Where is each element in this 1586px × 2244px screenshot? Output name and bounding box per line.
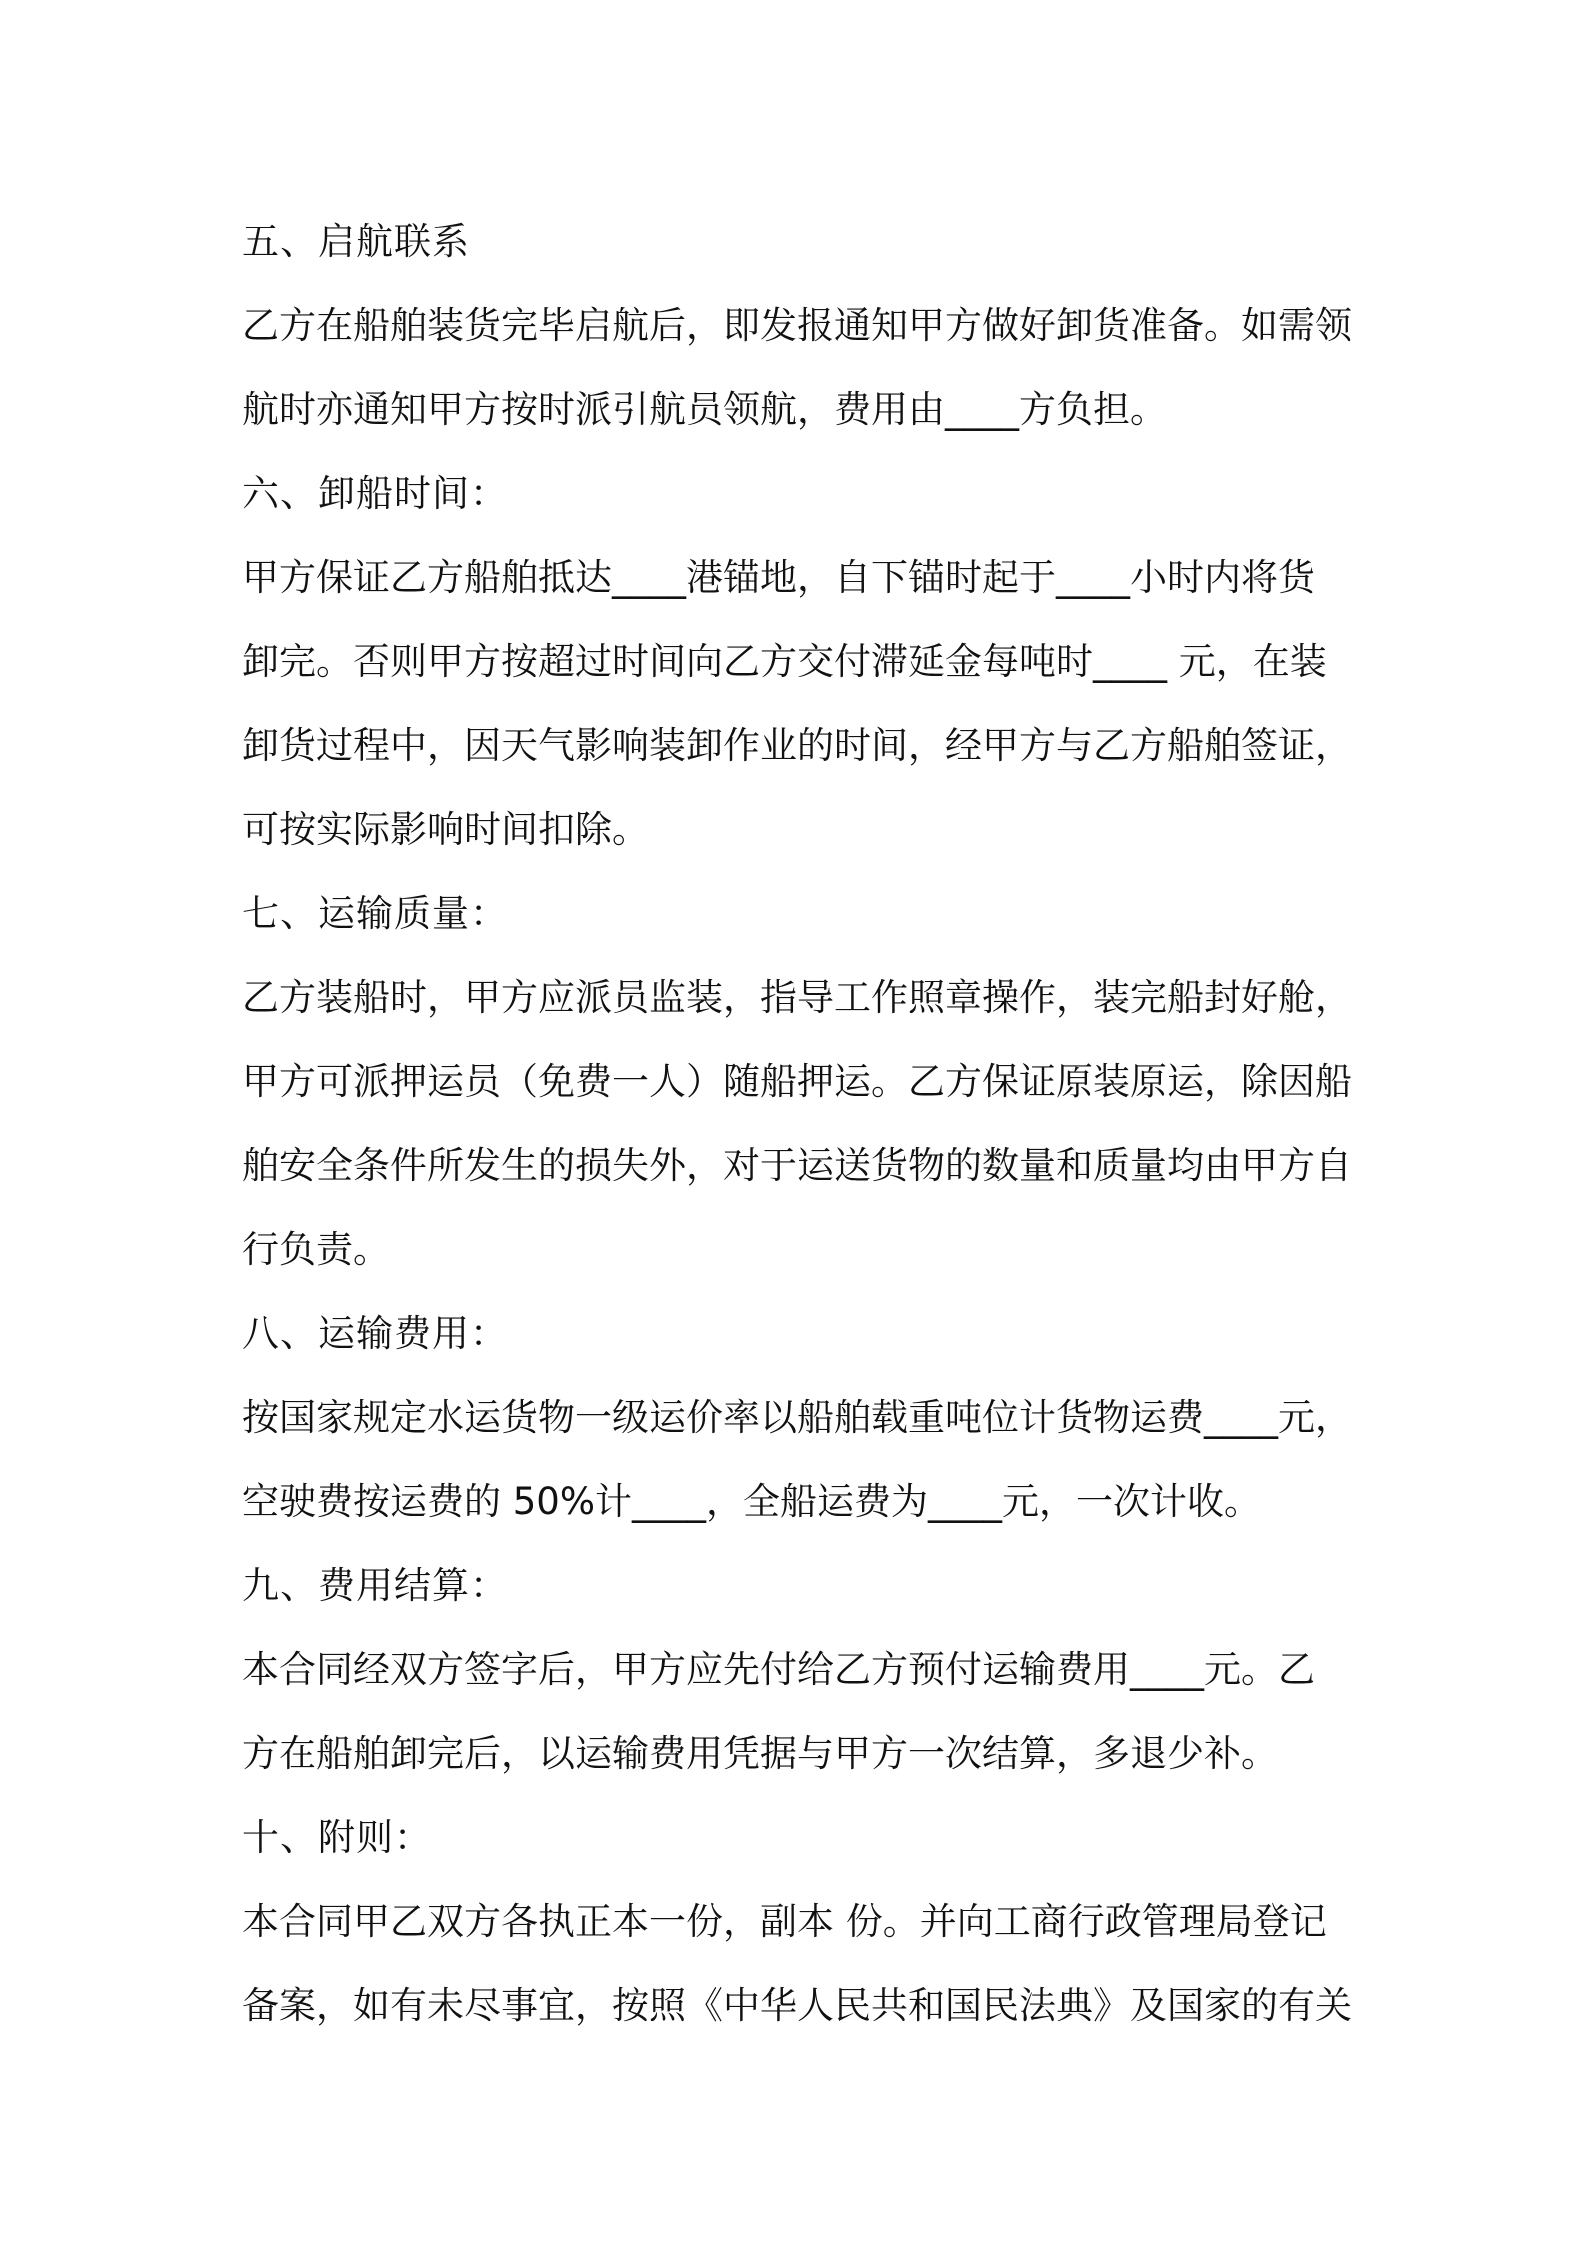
section-7-line-4: 行负责。 [242, 1228, 390, 1271]
section-7-line-2: 甲方可派押运员（免费一人）随船押运。乙方保证原装原运，除因船 [242, 1060, 1352, 1103]
section-6-line-3: 卸货过程中，因天气影响装卸作业的时间，经甲方与乙方船舶签证， [242, 724, 1352, 767]
section-heading-8: 八、运输费用： [242, 1312, 508, 1355]
section-9-line-1: 本合同经双方签字后，甲方应先付给乙方预付运输费用____元。乙 [242, 1648, 1315, 1691]
section-6-line-4: 可按实际影响时间扣除。 [242, 808, 649, 851]
section-heading-5: 五、启航联系 [242, 220, 470, 263]
section-5-line-2: 航时亦通知甲方按时派引航员领航，费用由____方负担。 [242, 388, 1167, 431]
section-9-line-2: 方在船舶卸完后，以运输费用凭据与甲方一次结算，多退少补。 [242, 1732, 1278, 1775]
section-10-line-2: 备案，如有未尽事宜，按照《中华人民共和国民法典》及国家的有关 [242, 1984, 1352, 2027]
section-heading-9: 九、费用结算： [242, 1564, 508, 1607]
section-7-line-3: 舶安全条件所发生的损失外，对于运送货物的数量和质量均由甲方自 [242, 1144, 1352, 1187]
section-heading-6: 六、卸船时间： [242, 472, 508, 515]
section-6-line-1: 甲方保证乙方船舶抵达____港锚地，自下锚时起于____小时内将货 [242, 556, 1315, 599]
contract-body [242, 200, 1354, 2048]
section-8-line-1: 按国家规定水运货物一级运价率以船舶载重吨位计货物运费____元， [242, 1396, 1352, 1439]
section-heading-7: 七、运输质量： [242, 892, 508, 935]
section-5-line-1: 乙方在船舶装货完毕启航后，即发报通知甲方做好卸货准备。如需领 [242, 304, 1352, 347]
section-7-line-1: 乙方装船时，甲方应派员监装，指导工作照章操作，装完船封好舱， [242, 976, 1352, 1019]
section-8-line-2: 空驶费按运费的 50%计____，全船运费为____元，一次计收。 [242, 1480, 1261, 1523]
section-heading-10: 十、附则： [242, 1816, 432, 1859]
section-10-line-1: 本合同甲乙双方各执正本一份，副本 份。并向工商行政管理局登记 [242, 1900, 1327, 1943]
section-6-line-2: 卸完。否则甲方按超过时间向乙方交付滞延金每吨时____ 元，在装 [242, 640, 1327, 683]
